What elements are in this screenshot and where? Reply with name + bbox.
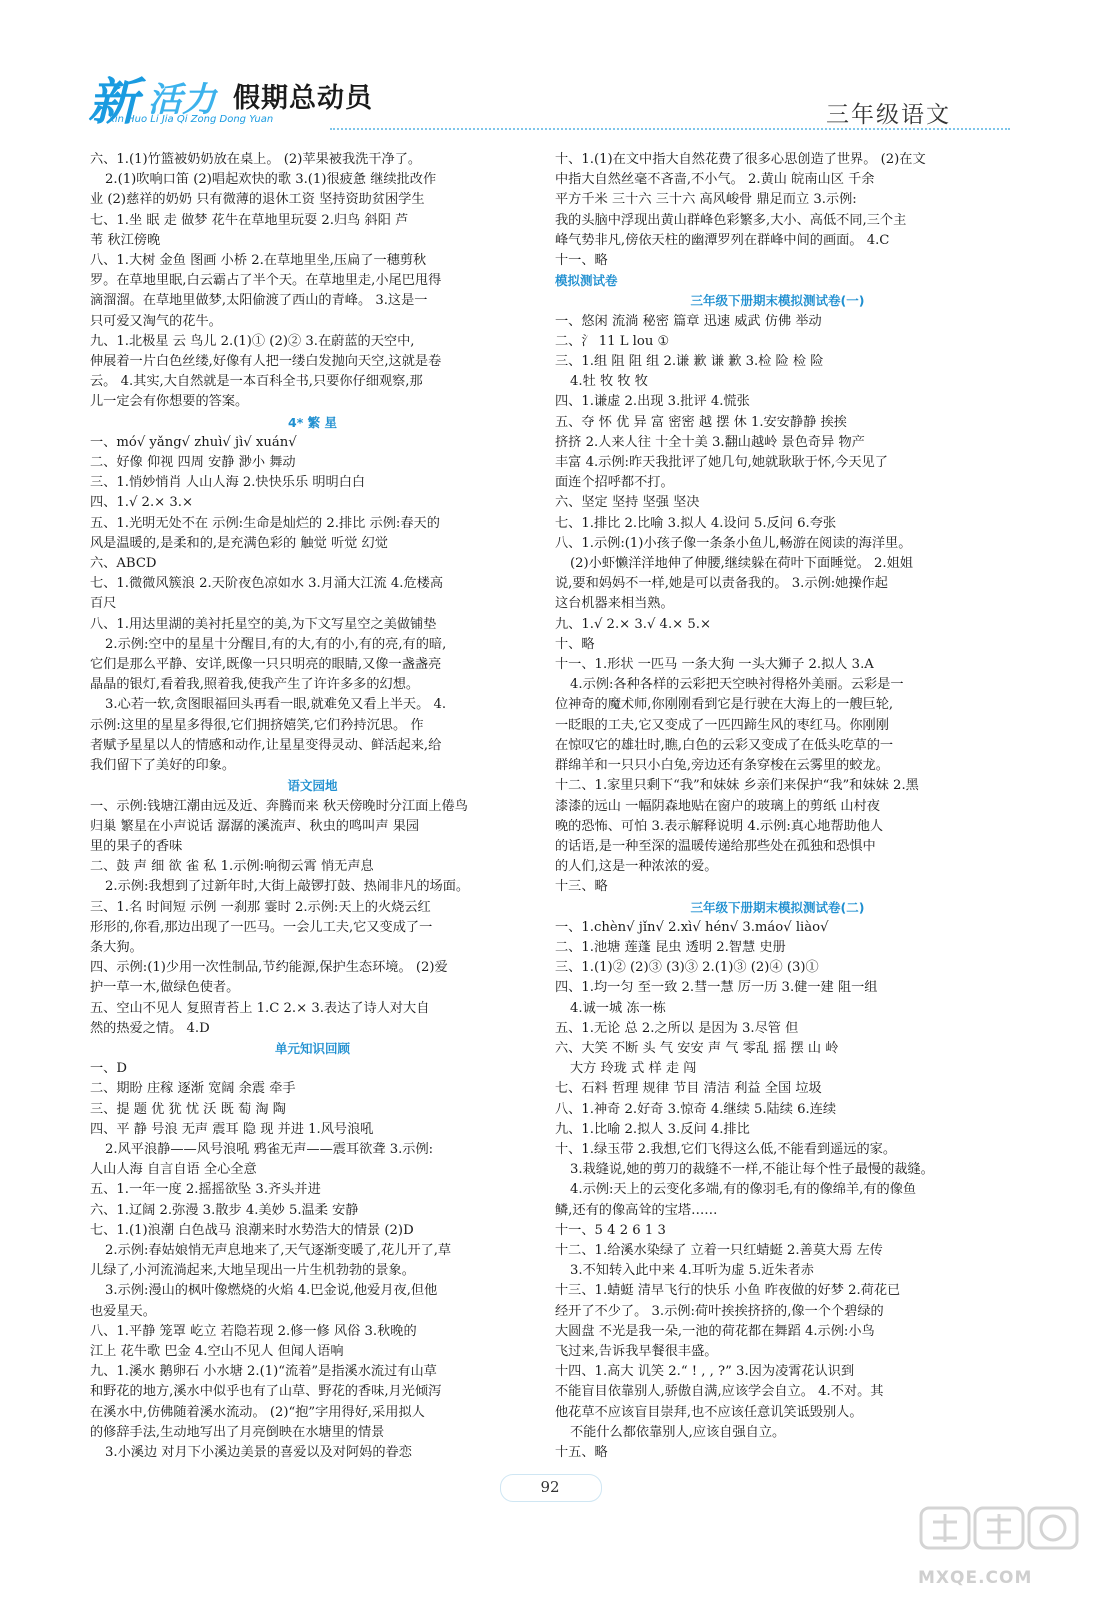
answer-line: 漆漆的远山 一幅阴森地贴在窗户的玻璃上的剪纸 山村夜 (555, 798, 880, 814)
answer-line: 六、ABCD (90, 556, 157, 572)
answer-line: 丰富 4.示例:昨天我批评了她几句,她就耿耿于怀,今天见了 (555, 455, 888, 471)
answer-line: 十五、略 (555, 1445, 608, 1460)
answer-line: 者赋予星星以人的情感和动作,让星星变得灵动、鲜活起来,给 (90, 737, 442, 753)
logo-pinyin: Xin Huo Li Jia Qi Zong Dong Yuan (108, 114, 274, 125)
answer-line: 中指大自然丝毫不吝啬,不小气。 2.黄山 皖南山区 千余 (555, 172, 875, 188)
answer-line: 八、1.神奇 2.好奇 3.惊奇 4.继续 5.陆续 6.连续 (555, 1101, 837, 1117)
answer-line: 三、1.悄妙悄肖 人山人海 2.快快乐乐 明明白白 (90, 475, 366, 491)
answer-line: 八、1.示例:(1)小孩子像一条条小鱼儿,畅游在阅读的海洋里。 (555, 535, 912, 551)
logo-huoli: 活力 (148, 80, 216, 120)
subject-label: 三年级语文 (826, 102, 951, 128)
answer-line: 六、坚定 坚持 坚强 坚决 (555, 495, 700, 511)
page-number: 92 (540, 1478, 560, 1496)
answer-line: 二、期盼 庄稼 逐渐 宽阔 余震 牵手 (90, 1081, 296, 1097)
watermark-text: MXQE.COM (918, 1568, 1033, 1588)
answer-line: 晶晶的银灯,看着我,照着我,使我产生了许许多多的幻想。 (90, 677, 420, 693)
answer-line: 不能盲目依靠别人,骄傲自满,应该学会自立。 4.不对。其 (555, 1384, 884, 1400)
answer-line: 峰气势非凡,傍依天柱的幽潭罗列在群峰中间的画面。 4.C (555, 232, 890, 248)
answer-line: 二、好像 仰视 四周 安静 渺小 舞动 (90, 455, 296, 471)
answer-line: 4.牡 牧 牧 牧 (570, 374, 648, 390)
answer-line: 归巢 繁星在小声说话 潺潺的溪流声、秋虫的鸣叫声 果园 (90, 818, 420, 834)
answer-line: 说,要和妈妈不一样,她是可以责备我的。 3.示例:她操作起 (555, 576, 888, 592)
answer-line: 3.栽缝说,她的剪刀的裁缝不一样,不能让每个性子最慢的裁缝。 (570, 1162, 934, 1178)
answer-line: 一、1.chèn√ jǐn√ 2.xì√ hén√ 3.máo√ liào√ (555, 919, 829, 935)
section-heading: 语文园地 (287, 778, 338, 794)
answer-line: 十、1.绿玉带 2.我想,它们飞得这么低,不能看到遥远的家。 (555, 1141, 897, 1157)
answer-line: 这台机器来相当熟。 (555, 596, 674, 612)
answer-line: 十一、5 4 2 6 1 3 (555, 1222, 666, 1238)
answer-line: 十、1.(1)在文中指大自然花费了很多心思创造了世界。 (2)在文 (555, 152, 926, 167)
answer-line: 位神奇的魔术师,你刚刚看到它是行驶在大海上的一艘巨轮, (555, 697, 894, 713)
answer-line: 大圆盘 不光是我一朵,一池的荷花都在舞蹈 4.示例:小鸟 (555, 1323, 875, 1339)
answer-line: 四、1.均一匀 至一致 2.彗一慧 厉一历 3.健一建 阻一组 (555, 980, 878, 996)
answer-line: 挤挤 2.人来人往 十全十美 3.翻山越岭 景色奇异 物产 (555, 434, 865, 450)
answer-line: 云。 4.其实,大自然就是一本百科全书,只要你仔细观察,那 (90, 374, 423, 390)
answer-line: 人山人海 自言自语 全心全意 (90, 1162, 257, 1178)
answer-line: 五、夺 怀 优 异 富 密密 越 摆 休 1.安安静静 挨挨 (555, 414, 847, 430)
answer-line: 3.不知转入此中来 4.耳听为虚 5.近朱者赤 (570, 1263, 814, 1279)
answer-line: 八、1.用达里湖的美衬托星空的美,为下文写星空之美做铺垫 (90, 616, 437, 632)
answer-line: 的人们,这是一种浓浓的爱。 (555, 859, 718, 875)
answer-line: 条大狗。 (90, 939, 143, 955)
answer-line: 十二、1.家里只剩下“我”和妹妹 乡亲们来保护“我”和妹妹 2.黑 (555, 778, 919, 794)
answer-line: 一、示例:钱塘江潮由远及近、奔腾而来 秋天傍晚时分江面上倦鸟 (90, 798, 468, 814)
answer-line: 飞过来,告诉我早餐很丰盛。 (555, 1343, 718, 1359)
answer-line: 苇 秋江傍晚 (90, 232, 161, 248)
answer-line: 一眨眼的工夫,它又变成了一匹四蹄生风的枣红马。你刚刚 (555, 717, 889, 733)
answer-line: 十二、1.给溪水染绿了 立着一只红蜻蜓 2.善莫大焉 左传 (555, 1242, 883, 1258)
answer-line: 一、悠闲 流淌 秘密 篇章 迅速 威武 仿佛 举动 (555, 313, 822, 329)
answer-line: 一、D (90, 1061, 127, 1077)
answer-line: 江上 花牛歌 巴金 4.空山不见人 但闻人语响 (90, 1343, 344, 1359)
answer-line: 六、大笑 不断 头 气 安安 声 气 零乱 摇 摆 山 岭 (555, 1040, 839, 1056)
answer-line: 罗。在草地里眠,白云霸占了半个天。在草地里走,小尾巴甩得 (90, 273, 442, 289)
answer-line: 只可爱又淘气的花牛。 (90, 313, 222, 329)
answer-line: 六、1.辽阔 2.弥漫 3.散步 4.美妙 5.温柔 安静 (90, 1202, 359, 1218)
answer-line: 示例:这里的星星多得很,它们拥挤嬉笑,它们矜持沉思。 作 (90, 717, 424, 733)
answer-line: 业 (2)慈祥的奶奶 只有微薄的退休工资 坚持资助贫困学生 (90, 192, 425, 208)
answer-line: 4.示例:各种各样的云彩把天空映衬得格外美丽。云彩是一 (570, 677, 904, 693)
answer-line: 滴溜溜。在草地里做梦,太阳偷渡了西山的青峰。 3.这是一 (90, 293, 428, 309)
answer-line: 二、氵 11 L lou ① (555, 333, 670, 349)
answer-line: 不能什么都依靠别人,应该自强自立。 (570, 1424, 786, 1440)
header-divider (330, 128, 1010, 130)
answer-line: 3.心若一软,贪图眼福回头再看一眼,就难免又看上半天。 4. (105, 697, 447, 713)
answer-line: 四、1.谦虚 2.出现 3.批评 4.慌张 (555, 394, 750, 410)
right-answer-column (555, 150, 1000, 1463)
answer-line: 也爱星天。 (90, 1303, 156, 1319)
answer-line: 十一、1.形状 一匹马 一条大狗 一头大狮子 2.拟人 3.A (555, 657, 874, 673)
answer-line: 我们留下了美好的印象。 (90, 758, 236, 774)
answer-line: 2.风平浪静——风号浪吼 鸦雀无声——震耳欲聋 3.示例: (105, 1141, 434, 1157)
answer-line: 五、1.光明无处不在 示例:生命是灿烂的 2.排比 示例:春天的 (90, 515, 440, 531)
answer-line: (2)小虾懒洋洋地伸了伸腰,继续躲在荷叶下面睡觉。 2.姐姐 (570, 556, 913, 572)
page-header (0, 0, 1100, 135)
answer-line: 在溪水中,仿佛随着溪水流动。 (2)“抱”字用得好,采用拟人 (90, 1404, 425, 1420)
answer-line: 里的果子的香味 (90, 838, 183, 854)
section-heading: 模拟测试卷 (555, 273, 618, 289)
answer-line: 三、提 题 优 犹 忧 沃 既 萄 淘 陶 (90, 1101, 286, 1117)
answer-line: 平方千米 三十六 三十六 高风峻骨 鼎足而立 3.示例: (555, 192, 857, 208)
answer-line: 经开了不少了。 3.示例:荷叶挨挨挤挤的,像一个个碧绿的 (555, 1303, 884, 1319)
answer-line: 四、平 静 号浪 无声 震耳 隐 现 并进 1.风号浪吼 (90, 1121, 374, 1137)
answer-line: 七、1.坐 眠 走 做梦 花牛在草地里玩耍 2.归鸟 斜阳 芦 (90, 212, 409, 228)
answer-line: 五、空山不见人 复照青苔上 1.C 2.× 3.表达了诗人对大自 (90, 1000, 430, 1016)
answer-line: 它们是那么平静、安详,既像一只只明亮的眼睛,又像一盏盏亮 (90, 657, 442, 673)
answer-line: 4.示例:天上的云变化多端,有的像羽毛,有的像绵羊,有的像鱼 (570, 1182, 917, 1198)
answer-line: 十三、略 (555, 879, 608, 895)
answer-line: 二、1.池塘 莲蓬 昆虫 透明 2.智慧 史册 (555, 939, 786, 955)
answer-line: 九、1.溪水 鹅卵石 小水塘 2.(1)“流着”是指溪水流过有山草 (90, 1364, 437, 1380)
section-heading: 三年级下册期末模拟测试卷(一) (690, 293, 865, 309)
answer-line: 三、1.组 阻 阻 组 2.谦 歉 谦 歉 3.检 险 检 险 (555, 354, 824, 370)
answer-line: 大方 玲珑 式 样 走 闯 (570, 1061, 697, 1077)
answer-line: 的话语,是一种至深的温暖传递给那些处在孤独和恐惧中 (555, 838, 876, 854)
answer-line: 和野花的地方,溪水中似乎也有了山草、野花的香味,月光倾泻 (90, 1384, 442, 1400)
book-title: 假期总动员 (233, 83, 373, 114)
answer-line: 九、1.√ 2.× 3.√ 4.× 5.× (555, 616, 712, 632)
answer-line: 晚的恐怖、可怕 3.表示解释说明 4.示例:真心地帮助他人 (555, 818, 884, 834)
answer-line: 五、1.一年一度 2.摇摇欲坠 3.齐头并进 (90, 1182, 321, 1198)
answer-line: 四、1.√ 2.× 3.× (90, 495, 194, 511)
answer-line: 八、1.大树 金鱼 图画 小桥 2.在草地里坐,压扁了一穗剪秋 (90, 253, 427, 269)
answer-line: 在惊叹它的雄壮时,瞧,白色的云彩又变成了在低头吃草的一 (555, 737, 894, 753)
answer-line: 三、1.(1)② (2)③ (3)③ 2.(1)③ (2)④ (3)① (555, 960, 819, 976)
answer-line: 五、1.无论 总 2.之所以 是因为 3.尽管 但 (555, 1020, 799, 1036)
answer-line: 儿绿了,小河流淌起来,大地呈现出一片生机勃勃的景象。 (90, 1263, 415, 1279)
answer-line: 十一、略 (555, 253, 608, 269)
answer-line: 儿一定会有你想要的答案。 (90, 394, 249, 410)
answer-line: 六、1.(1)竹篮被奶奶放在桌上。 (2)苹果被我洗干净了。 (90, 152, 422, 167)
answer-line: 3.小溪边 对月下小溪边美景的喜爱以及对阿妈的眷恋 (105, 1445, 412, 1460)
section-heading: 4* 繁 星 (288, 414, 337, 430)
answer-line: 2.示例:春姑娘悄无声息地来了,天气逐渐变暖了,花儿开了,草 (105, 1242, 452, 1258)
answer-line: 2.示例:我想到了过新年时,大街上敲锣打鼓、热闹非凡的场面。 (105, 879, 470, 895)
answer-line: 七、1.(1)浪潮 白色战马 浪潮来时水势浩大的情景 (2)D (90, 1222, 414, 1238)
answer-line: 风是温暖的,是柔和的,是充满色彩的 触觉 听觉 幻觉 (90, 535, 388, 551)
answer-line: 三、1.名 时间短 示例 一刹那 霎时 2.示例:天上的火烧云红 (90, 899, 431, 915)
answer-line: 群绵羊和一只只小白兔,旁边还有条穿梭在云雾里的蛟龙。 (555, 758, 889, 774)
answer-line: 一、mó√ yǎng√ zhuì√ jì√ xuán√ (90, 434, 297, 450)
answer-line: 伸展着一片白色丝缕,好像有人把一缕白发抛向天空,这就是卷 (90, 354, 442, 370)
answer-line: 八、1.平静 笼罩 屹立 若隐若现 2.修一修 风俗 3.秋晚的 (90, 1323, 417, 1339)
logo-xin: 新 (88, 73, 136, 131)
answer-line: 2.(1)吹响口笛 (2)唱起欢快的歌 3.(1)很疲惫 继续批改作 (105, 172, 437, 188)
answer-line: 鳞,还有的像高耸的宝塔…… (555, 1202, 718, 1218)
answer-line: 面连个招呼都不打。 (555, 475, 674, 491)
answer-line: 护一草一木,做绿色使者。 (90, 980, 240, 996)
answer-line: 七、石料 哲理 规律 节目 清洁 利益 全国 垃圾 (555, 1081, 822, 1097)
section-heading: 单元知识回顾 (274, 1040, 350, 1056)
answer-line: 九、1.比喻 2.拟人 3.反问 4.排比 (555, 1121, 750, 1137)
answer-line: 形形的,你看,那边出现了一匹马。一会儿工夫,它又变成了一 (90, 919, 433, 935)
answer-line: 九、1.北极星 云 鸟儿 2.(1)① (2)② 3.在蔚蓝的天空中, (90, 333, 415, 349)
answer-line: 十三、1.蜻蜓 清早飞行的快乐 小鱼 昨夜做的好梦 2.荷花已 (555, 1283, 901, 1299)
answer-line: 3.示例:漫山的枫叶像燃烧的火焰 4.巴金说,他爱月夜,但他 (105, 1283, 438, 1299)
answer-line: 我的头脑中浮现出黄山群峰色彩繁多,大小、高低不同,三个主 (555, 212, 907, 228)
answer-line: 四、示例:(1)少用一次性制品,节约能源,保护生态环境。 (2)爱 (90, 960, 448, 976)
answer-line: 十四、1.高大 讥笑 2.“ ! , , ?” 3.因为凌霄花认识到 (555, 1364, 855, 1380)
left-answer-column (90, 150, 535, 1463)
answer-line: 然的热爱之情。 4.D (90, 1020, 210, 1036)
answer-line: 七、1.排比 2.比喻 3.拟人 4.设问 5.反问 6.夸张 (555, 515, 837, 531)
answer-line: 2.示例:空中的星星十分醒目,有的大,有的小,有的亮,有的暗, (105, 636, 447, 652)
section-heading: 三年级下册期末模拟测试卷(二) (690, 899, 865, 915)
answer-line: 百尺 (90, 596, 117, 612)
answer-line: 十、略 (555, 636, 595, 652)
answer-line: 他花草不应该盲目崇拜,也不应该任意讥笑诋毁别人。 (555, 1404, 863, 1420)
answer-line: 二、鼓 声 细 欲 雀 私 1.示例:响彻云霄 悄无声息 (90, 859, 374, 875)
answer-line: 的修辞手法,生动地写出了月亮倒映在水塘里的情景 (90, 1424, 385, 1440)
answer-line: 4.诚一城 冻一栋 (570, 1000, 666, 1016)
answer-line: 七、1.微微风簇浪 2.天阶夜色凉如水 3.月涌大江流 4.危楼高 (90, 576, 444, 592)
